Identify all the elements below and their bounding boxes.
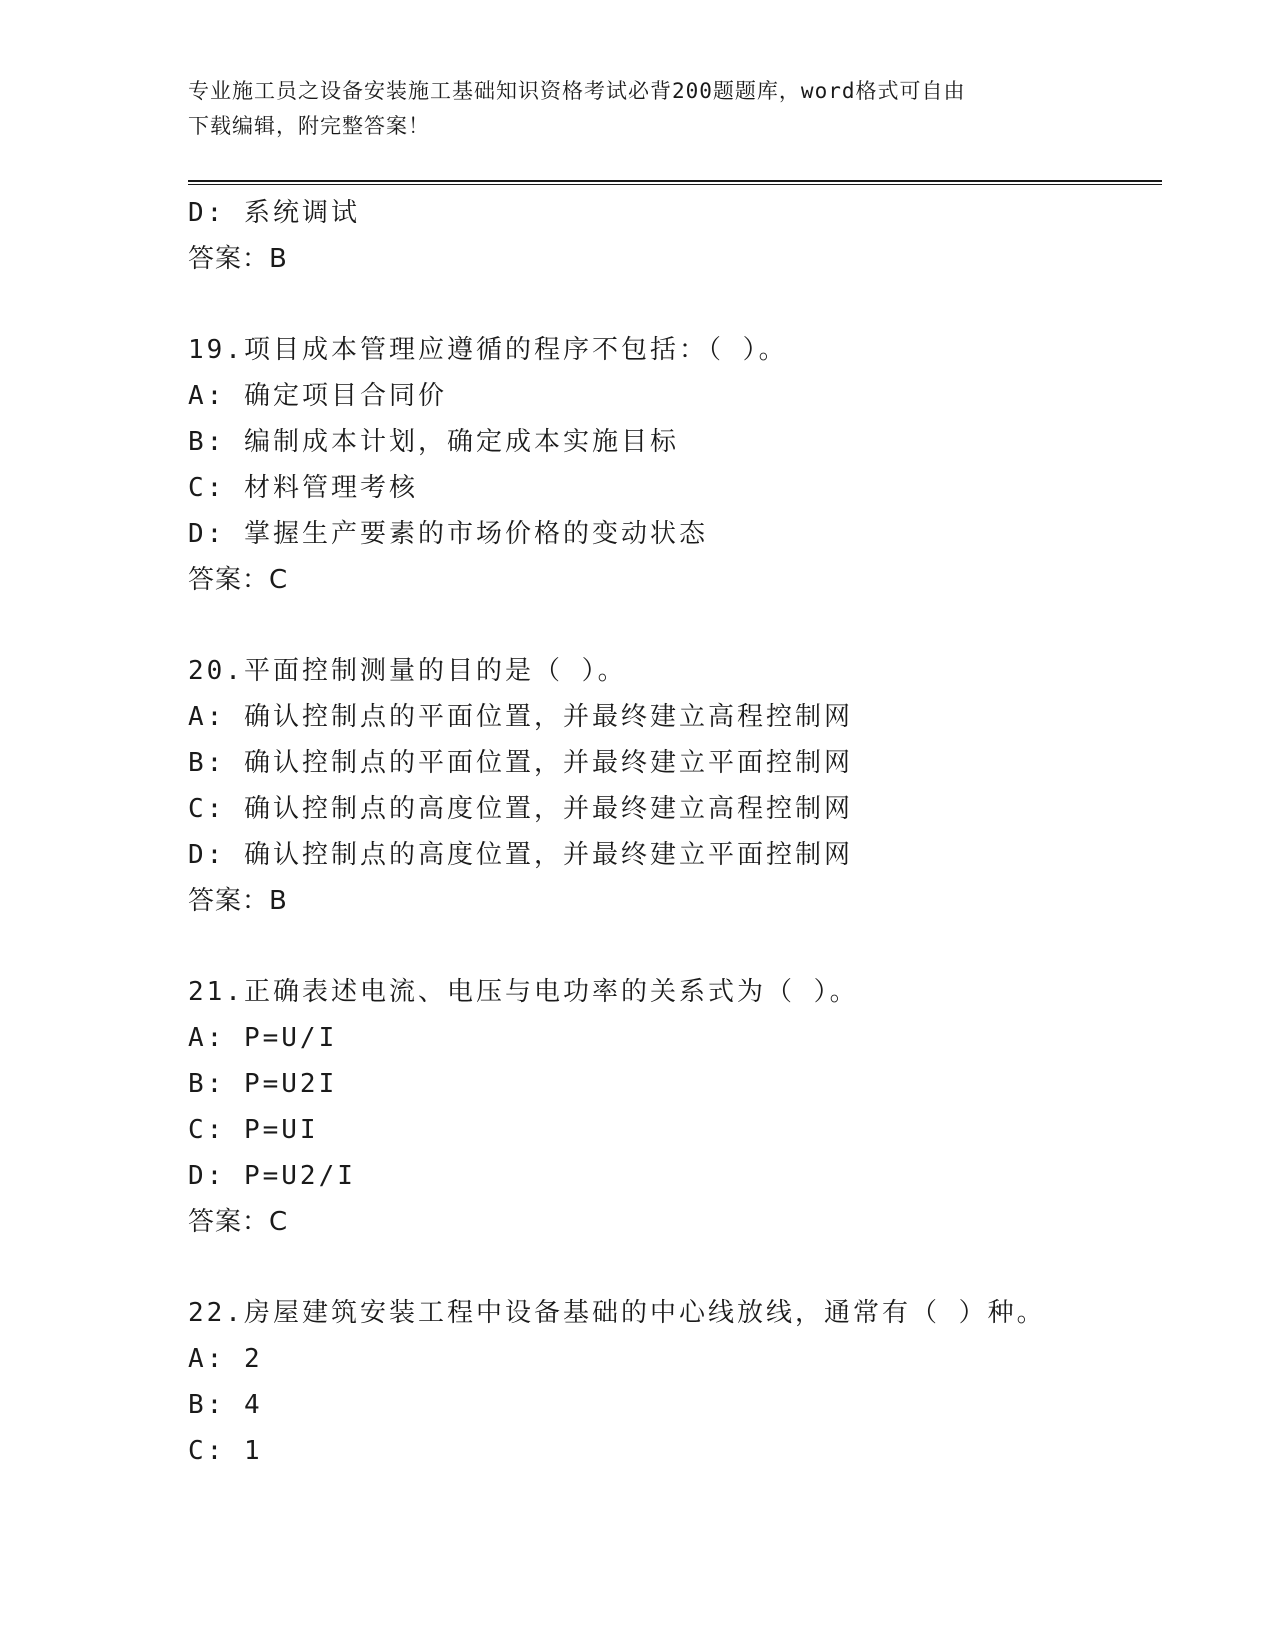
option-c: C: 确认控制点的高度位置，并最终建立高程控制网	[188, 794, 853, 824]
header-divider-thick	[188, 180, 1162, 182]
option-a: A: 2	[188, 1344, 263, 1374]
option-a: A: 确认控制点的平面位置，并最终建立高程控制网	[188, 702, 853, 732]
header-line-1: 专业施工员之设备安装施工基础知识资格考试必背200题题库，word格式可自由	[188, 79, 966, 103]
question-gap	[188, 1245, 1162, 1290]
option-d: D: 确认控制点的高度位置，并最终建立平面控制网	[188, 840, 853, 870]
header-line-2: 下载编辑，附完整答案！	[188, 114, 430, 138]
question-gap	[188, 603, 1162, 648]
question-19	[188, 327, 1162, 603]
option-a: A: P=U/I	[188, 1023, 338, 1053]
option-b: B: 确认控制点的平面位置，并最终建立平面控制网	[188, 748, 853, 778]
question-18-fragment	[188, 190, 1162, 282]
option-c: C: 1	[188, 1436, 263, 1466]
option-b: B: 编制成本计划，确定成本实施目标	[188, 427, 679, 457]
question-20	[188, 648, 1162, 924]
question-gap	[188, 282, 1162, 327]
document-header	[188, 74, 1088, 144]
question-stem: 22.房屋建筑安装工程中设备基础的中心线放线，通常有（ ）种。	[188, 1298, 1046, 1328]
question-stem: 19.项目成本管理应遵循的程序不包括：（ ）。	[188, 335, 788, 365]
answer-line: 答案：C	[188, 565, 289, 595]
option-d: D: 系统调试	[188, 198, 360, 228]
question-list	[188, 190, 1162, 1474]
question-gap	[188, 924, 1162, 969]
question-22	[188, 1290, 1162, 1474]
option-c: C: P=UI	[188, 1115, 319, 1145]
option-d: D: P=U2/I	[188, 1161, 356, 1191]
option-a: A: 确定项目合同价	[188, 381, 447, 411]
header-divider-thin	[188, 184, 1162, 185]
option-b: B: 4	[188, 1390, 263, 1420]
option-d: D: 掌握生产要素的市场价格的变动状态	[188, 519, 708, 549]
question-stem: 20.平面控制测量的目的是（ ）。	[188, 656, 627, 686]
option-c: C: 材料管理考核	[188, 473, 418, 503]
question-stem: 21.正确表述电流、电压与电功率的关系式为（ ）。	[188, 977, 859, 1007]
option-b: B: P=U2I	[188, 1069, 338, 1099]
question-21	[188, 969, 1162, 1245]
answer-line: 答案：B	[188, 886, 288, 916]
answer-line: 答案：B	[188, 244, 288, 274]
answer-line: 答案：C	[188, 1207, 289, 1237]
